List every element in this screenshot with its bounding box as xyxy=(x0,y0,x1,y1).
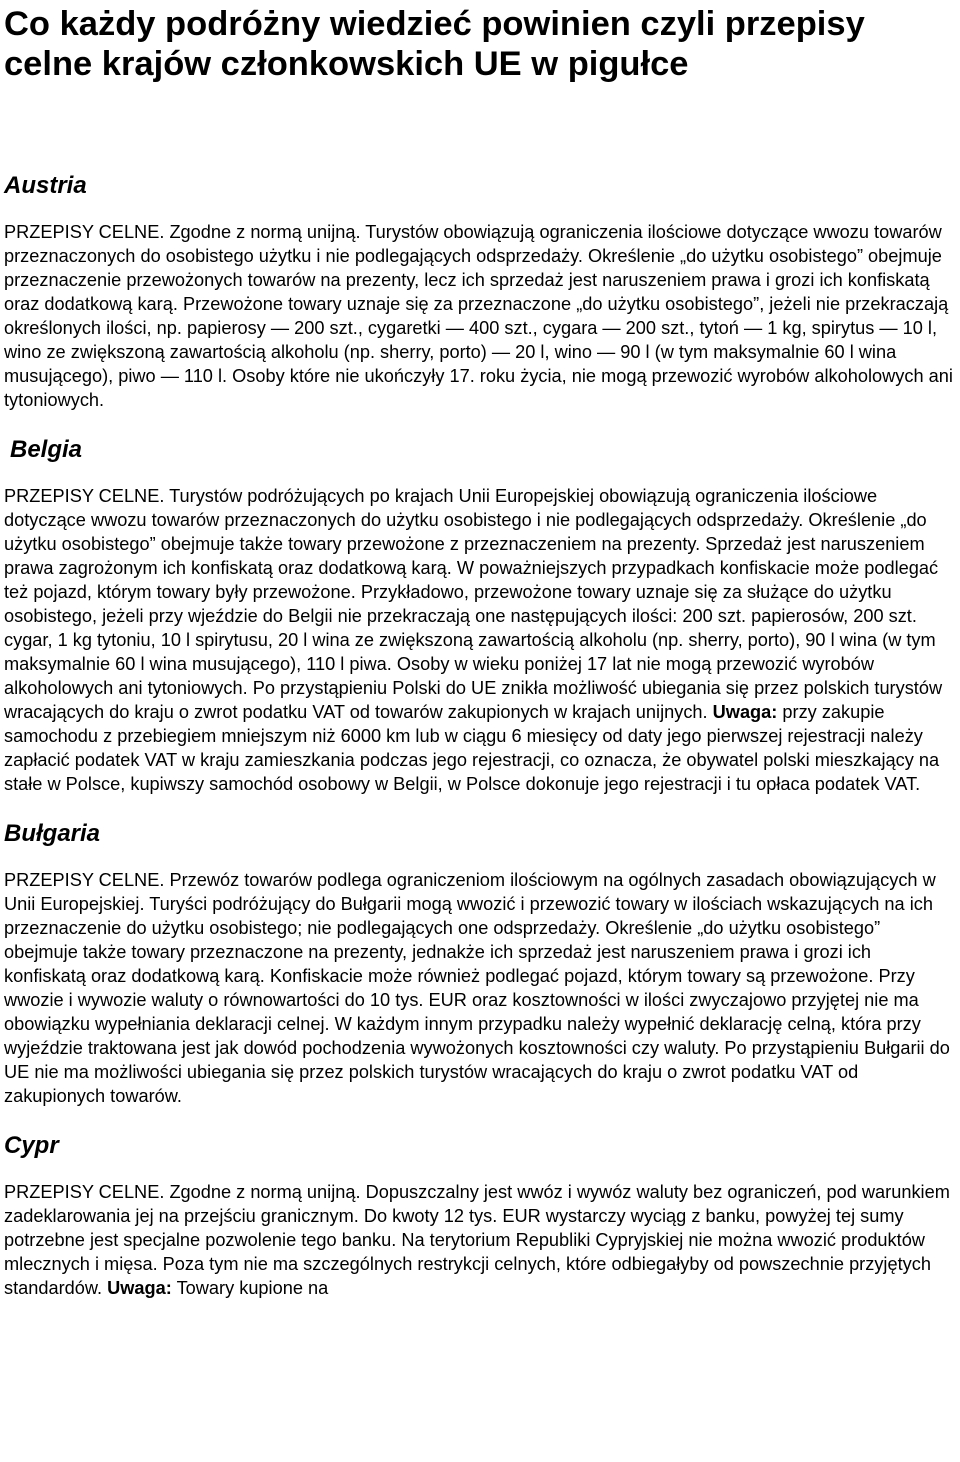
paragraph-bulgaria xyxy=(4,868,956,1108)
country-heading-bulgaria: Bułgaria xyxy=(4,820,101,847)
note-label: Uwaga: xyxy=(107,1278,172,1298)
customs-label: PRZEPISY CELNE. xyxy=(4,1182,165,1202)
country-heading-austria: Austria xyxy=(4,172,87,199)
paragraph-text-after-note: przy zakupie samochodu z przebiegiem mniejszym niż 6000 km lub w ciągu 6 miesięcy od daty jego pierwszej rejestracji należy zapłacić podatek VAT w kraju zamieszkania podczas jego rejestracji, co oznacza, że obywatel polski mieszkający na stałe w Polsce, kupiwszy samochód osobowy w Belgii, w Polsce dokonuje jego rejestracji i tu opłaca podatek VAT. xyxy=(4,702,940,794)
paragraph-text: Zgodne z normą unijną. Dopuszczalny jest wwóz i wywóz waluty bez ograniczeń, pod warunkiem zadeklarowania jej na przejściu granicznym. Do kwoty 12 tys. EUR wystarczy wyciąg z banku, powyżej tej sumy potrzebne jest specjalne pozwolenie tego banku. Na terytorium Republiki Cypryjskiej nie można wwozić produktów mlecznych i mięsa. Poza tym nie ma szczególnych restrykcji celnych, które odbiegałyby od powszechnie przyjętych standardów. xyxy=(4,1182,950,1298)
paragraph-cypr xyxy=(4,1180,956,1300)
paragraph-text: Turystów podróżujących po krajach Unii Europejskiej obowiązują ograniczenia ilościowe dotyczące wwozu towarów przeznaczonych do użytku osobistego i nie podlegających odsprzedaży. Określenie „do użytku osobistego” obejmuje także towary przewożone z przeznaczeniem na prezenty. Sprzedaż jest naruszeniem prawa zagrożonym ich konfiskatą oraz dodatkową karą. W poważniejszych przypadkach konfiskacie może podlegać też pojazd, którym towary były przewożone. Przykładowo, przewożone towary uznaje się za służące do użytku osobistego, jeżeli przy wjeździe do Belgii nie przekraczają one następujących ilości: 200 szt. papierosów, 200 szt. cygar, 1 kg tytoniu, 10 l spirytusu, 20 l wina ze zwiększoną zawartością alkoholu (np. sherry, porto), 90 l wina (w tym maksymalnie 60 l wina musującego), 110 l piwa. Osoby w wieku poniżej 17 lat nie mogą przewozić wyrobów alkoholowych ani tytoniowych. Po przystąpieniu Polski do UE znikła możliwość ubiegania się przez polskich turystów wracających do kraju o zwrot podatku VAT od towarów zakupionych w krajach unijnych. xyxy=(4,486,943,722)
customs-label: PRZEPISY CELNE. xyxy=(4,486,165,506)
customs-label: PRZEPISY CELNE. xyxy=(4,870,165,890)
paragraph-austria xyxy=(4,220,956,412)
section-cypr xyxy=(4,1132,956,1300)
paragraph-text-after-note: Towary kupione na xyxy=(176,1278,329,1298)
page-title: Co każdy podróżny wiedzieć powinien czyli przepisy celne krajów członkowskich UE w pigułce xyxy=(4,5,865,83)
customs-label: PRZEPISY CELNE. xyxy=(4,222,165,242)
paragraph-text: Przewóz towarów podlega ograniczeniom ilościowym na ogólnych zasadach obowiązujących w Unii Europejskiej. Turyści podróżujący do Bułgarii mogą wwozić i przewozić towary w ilościach wskazujących na ich przeznaczenie do użytku osobistego; nie podlegających one odsprzedaży. Określenie „do użytku osobistego” obejmuje także towary przeznaczone na prezenty, jednakże ich sprzedaż jest naruszeniem prawa i grozi ich konfiskatą oraz dodatkową karą. Konfiskacie może również podlegać pojazd, którym towary są przewożone. Przy wwozie i wywozie waluty o równowartości do 10 tys. EUR oraz kosztowności w ilości zwyczajowo przyjętej nie ma obowiązku wypełniania deklaracji celnej. W każdym innym przypadku należy wypełnić deklarację celną, która przy wyjeździe traktowana jest jak dowód pochodzenia wywożonych kosztowności czy waluty. Po przystąpieniu Bułgarii do UE nie ma możliwości ubiegania się przez polskich turystów wracających do kraju o zwrot podatku VAT od zakupionych towarów. xyxy=(4,870,950,1106)
paragraph-belgia xyxy=(4,484,956,796)
country-heading-cypr: Cypr xyxy=(4,1132,59,1159)
section-austria xyxy=(4,172,956,412)
section-bulgaria xyxy=(4,820,956,1108)
section-belgia xyxy=(4,436,956,796)
note-label: Uwaga: xyxy=(712,702,778,722)
country-heading-belgia: Belgia xyxy=(10,436,83,463)
paragraph-text: Zgodne z normą unijną. Turystów obowiązują ograniczenia ilościowe dotyczące wwozu towarów przeznaczonych do osobistego użytku i nie podlegających odsprzedaży. Określenie „do użytku osobistego” obejmuje przeznaczenie przewożonych towarów na prezenty, lecz ich sprzedaż jest naruszeniem prawa i grozi ich konfiskatą oraz dodatkową karą. Przewożone towary uznaje się za przeznaczone „do użytku osobistego”, jeżeli nie przekraczają określonych ilości, np. papierosy — 200 szt., cygaretki — 400 szt., cygara — 200 szt., tytoń — 1 kg, spirytus — 10 l, wino ze zwiększoną zawartością alkoholu (np. sherry, porto) — 20 l, wino — 90 l (w tym maksymalnie 60 l wina musującego), piwo — 110 l. Osoby które nie ukończyły 17. roku życia, nie mogą przewozić wyrobów alkoholowych ani tytoniowych. xyxy=(4,222,953,410)
